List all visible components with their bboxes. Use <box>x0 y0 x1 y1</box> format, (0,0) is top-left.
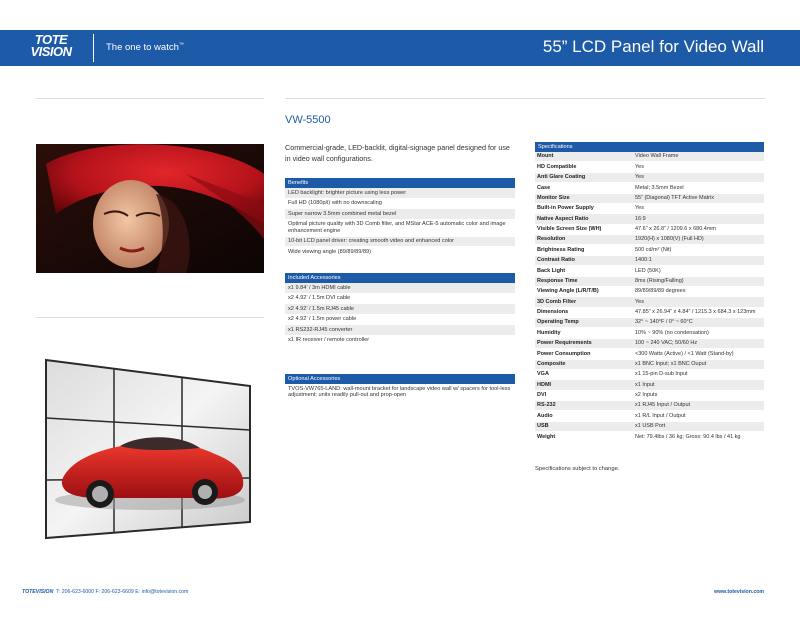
spec-value: Video Wall Frame <box>633 152 764 162</box>
spec-value: Yes <box>633 203 764 213</box>
page-title: 55” LCD Panel for Video Wall <box>542 37 764 56</box>
spec-row <box>535 401 764 411</box>
spec-row <box>535 338 764 348</box>
spec-row <box>535 193 764 203</box>
header-divider <box>93 34 94 62</box>
benefit-item: Optimal picture quality with 3D Comb filter, and MStar ACE-5 automatic color and image enhancement engine <box>285 220 515 237</box>
spec-value: 32° ~ 140°F / 0° ~ 60°C <box>633 318 764 328</box>
accessory-item: x2 4.92’ / 1.5m power cable <box>285 315 515 326</box>
spec-row <box>535 349 764 359</box>
spec-value: 1920(H) x 1080(V) (Full HD) <box>633 235 764 245</box>
spec-row <box>535 380 764 390</box>
benefit-item: Wide viewing angle (89/89/89/89) <box>285 247 515 258</box>
spec-key: Back Light <box>535 266 633 276</box>
spec-key: RS-232 <box>535 401 633 411</box>
spec-key: Viewing Angle (L/R/T/B) <box>535 286 633 296</box>
spec-key: Audio <box>535 411 633 421</box>
spec-row <box>535 152 764 162</box>
spec-value: 8ms (Rising/Falling) <box>633 276 764 286</box>
video-wall-illustration <box>40 350 256 546</box>
benefits-heading: Benefits <box>285 178 515 188</box>
spec-value: x1 R/L Input / Output <box>633 411 764 421</box>
model-number: VW-5500 <box>285 114 331 126</box>
spec-key: Power Consumption <box>535 349 633 359</box>
spec-key: Operating Temp <box>535 318 633 328</box>
spec-key: Case <box>535 183 633 193</box>
woman-red-hat-photo <box>36 144 264 273</box>
spec-row <box>535 255 764 265</box>
spec-row <box>535 390 764 400</box>
woman-red-hat-illustration <box>36 144 264 273</box>
spec-row <box>535 235 764 245</box>
spec-value: x1 USB Port <box>633 421 764 431</box>
divider-left-top <box>36 98 264 99</box>
included-accessories-heading: Included Accessories <box>285 273 515 283</box>
spec-key: Resolution <box>535 235 633 245</box>
spec-value: x1 Input <box>633 380 764 390</box>
spec-row <box>535 286 764 296</box>
spec-key: Composite <box>535 359 633 369</box>
spec-row <box>535 328 764 338</box>
spec-row <box>535 297 764 307</box>
benefit-item: Full HD (1080p/i) with no downscaling <box>285 199 515 210</box>
spec-value: x1 15-pin D-sub Input <box>633 369 764 379</box>
spec-table <box>535 152 764 443</box>
totevision-logo[interactable] <box>20 34 82 58</box>
accessory-item: x2 4.92’ / 1.5m RJ45 cable <box>285 304 515 315</box>
spec-key: Dimensions <box>535 307 633 317</box>
spec-value: 100 ~ 240 VAC; 50/60 Hz <box>633 338 764 348</box>
spec-value: Net: 79.4lbs / 36 kg; Gross: 90.4 lbs / 41 kg <box>633 432 764 442</box>
benefit-item: Super narrow 3.5mm combined metal bezel <box>285 209 515 220</box>
spec-row <box>535 172 764 182</box>
logo-text-bottom: VISION <box>30 44 72 59</box>
spec-key: 3D Comb Filter <box>535 297 633 307</box>
accessory-item: x1 IR receiver / remote controller <box>285 336 515 347</box>
spec-key: Native Aspect Ratio <box>535 214 633 224</box>
spec-row <box>535 224 764 234</box>
spec-value: <300 Watts (Active) / <1 Watt (Stand-by) <box>633 349 764 359</box>
logo-text-top: TOTE <box>34 32 68 47</box>
accessory-item: x1 9.84’ / 3m HDMI cable <box>285 283 515 294</box>
spec-value: Yes <box>633 162 764 172</box>
spec-value: Yes <box>633 172 764 182</box>
product-intro: Commercial-grade, LED-backlit, digital-signage panel designed for use in video wall configurations. <box>285 143 510 163</box>
spec-key: Weight <box>535 432 633 442</box>
spec-value: x1 BNC Input; x1 BNC Ouput <box>633 359 764 369</box>
spec-key: Built-in Power Supply <box>535 203 633 213</box>
spec-key: Brightness Rating <box>535 245 633 255</box>
video-wall-red-car-photo <box>40 350 256 546</box>
optional-accessories-heading: Optional Accessories <box>285 374 515 384</box>
spec-value: 500 cd/m² (Nit) <box>633 245 764 255</box>
trademark-mark: ™ <box>178 42 184 48</box>
footer-website-link[interactable]: www.totevision.com <box>714 589 764 595</box>
spec-key: Humidity <box>535 328 633 338</box>
footer-brand: TOTEVISION <box>22 589 54 595</box>
specifications-heading: Specifications <box>535 142 764 152</box>
spec-key: Monitor Size <box>535 193 633 203</box>
spec-row <box>535 183 764 193</box>
spec-key: Response Time <box>535 276 633 286</box>
spec-value: 10% ~ 90% (no condensation) <box>633 328 764 338</box>
tagline-text: The one to watch <box>106 42 179 54</box>
spec-key: HDMI <box>535 380 633 390</box>
spec-value: 47.6” x 26.8” / 1209.6 x 680.4mm <box>633 224 764 234</box>
spec-key: HD Compatible <box>535 162 633 172</box>
spec-row <box>535 432 764 442</box>
spec-row <box>535 245 764 255</box>
spec-row <box>535 203 764 213</box>
tagline <box>106 42 184 53</box>
divider-left-middle <box>36 317 264 318</box>
spec-key: USB <box>535 421 633 431</box>
spec-key: DVI <box>535 390 633 400</box>
benefit-item: LED backlight: brighter picture using less power <box>285 188 515 199</box>
spec-row <box>535 411 764 421</box>
accessory-item: x2 4.92’ / 1.5m DVI cable <box>285 294 515 305</box>
spec-value: LED (50K) <box>633 266 764 276</box>
spec-key: Power Requirements <box>535 338 633 348</box>
optional-accessories-box <box>285 374 515 401</box>
spec-value: Metal; 3.5mm Bezel <box>633 183 764 193</box>
included-accessories-box <box>285 273 515 346</box>
spec-row <box>535 359 764 369</box>
spec-value: 1400:1 <box>633 255 764 265</box>
benefits-box <box>285 178 515 258</box>
spec-key: Visible Screen Size (WH) <box>535 224 633 234</box>
divider-right-top <box>285 98 765 99</box>
spec-row <box>535 266 764 276</box>
spec-value: 16:9 <box>633 214 764 224</box>
benefit-item: 10-bit LCD panel driver: creating smooth video and enhanced color <box>285 237 515 248</box>
specifications-table <box>535 142 764 443</box>
spec-row <box>535 276 764 286</box>
footer-contact-details[interactable]: T: 206-623-6000 F: 206-623-6609 E: info@totevision.com <box>56 589 189 595</box>
spec-value: 55” (Diagonal) TFT Active Matrix <box>633 193 764 203</box>
spec-key: Contrast Ratio <box>535 255 633 265</box>
spec-value: Yes <box>633 297 764 307</box>
spec-row <box>535 307 764 317</box>
specs-disclaimer: Specifications subject to change. <box>535 466 620 472</box>
footer-contact <box>22 589 188 595</box>
spec-row <box>535 214 764 224</box>
spec-value: 89/89/89/89 degrees <box>633 286 764 296</box>
spec-value: x1 RJ45 Input / Output <box>633 401 764 411</box>
spec-key: Anti Glare Coating <box>535 172 633 182</box>
optional-accessory-text: TVOS-VW765-LAND: wall-mount bracket for landscape video wall w/ spacers for tool-less adjustment; units readily pull-out and prop-open <box>285 384 515 401</box>
spec-value: x2 Inputs <box>633 390 764 400</box>
accessory-item: x1 RS232-RJ45 converter <box>285 325 515 336</box>
spec-row <box>535 162 764 172</box>
header-bar <box>0 30 800 66</box>
spec-value: 47.85” x 26.94” x 4.84” / 1215.3 x 684.3 x 123mm <box>633 307 764 317</box>
spec-key: VGA <box>535 369 633 379</box>
spec-row <box>535 421 764 431</box>
spec-row <box>535 369 764 379</box>
spec-row <box>535 318 764 328</box>
spec-key: Mount <box>535 152 633 162</box>
